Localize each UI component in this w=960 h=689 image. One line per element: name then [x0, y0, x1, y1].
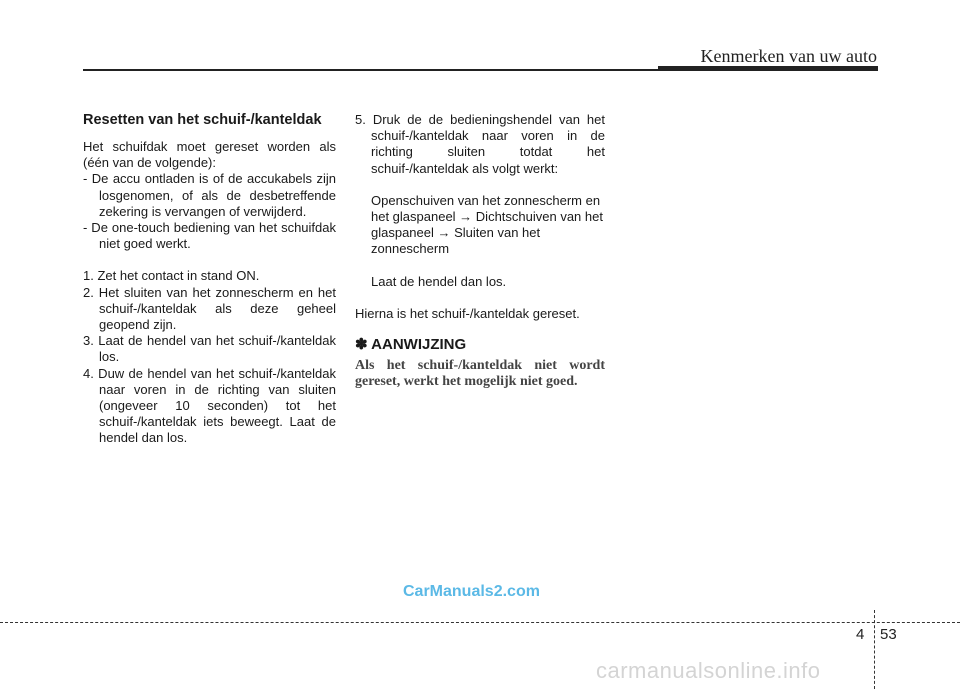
- footer-rule: [0, 622, 960, 623]
- step-item: 4. Duw de hendel van het schuif-/kanteldak naar voren in de richting van sluiten (ongeveer 10 seconden) tot het schuif-/kanteldak iets beweegt. Laat de hendel dan los.: [83, 365, 336, 446]
- note-heading: ✽ AANWIJZING: [355, 336, 467, 354]
- right-column: [355, 112, 605, 390]
- page-number: 53: [880, 626, 897, 643]
- watermark-logo: CarManuals2.com: [403, 583, 540, 600]
- step-item: 2. Het sluiten van het zonnescherm en het schuif-/kanteldak als deze geheel geopend zijn.: [83, 284, 336, 333]
- bullet-item: - De one-touch bediening van het schuifdak niet goed werkt.: [83, 220, 336, 252]
- chapter-number: 4: [856, 626, 865, 643]
- step-item: 5. Druk de de bedieningshendel van het schuif-/kanteldak naar voren in de richting sluiten totdat het schuif-/kanteldak als volgt werkt:: [355, 112, 605, 176]
- section-heading: Resetten van het schuif-/kanteldak: [83, 112, 322, 128]
- page-header-title: Kenmerken van uw auto: [700, 46, 877, 66]
- bullet-item: - De accu ontladen is of de accukabels zijn losgenomen, of als de desbetreffende zekering is vervangen of verwijderd.: [83, 171, 336, 219]
- site-watermark: carmanualsonline.info: [596, 658, 821, 683]
- release-paragraph: Laat de hendel dan los.: [371, 273, 507, 289]
- step-item: 3. Laat de hendel van het schuif-/kanteldak los.: [83, 333, 336, 365]
- header-rule-accent: [658, 66, 878, 71]
- result-paragraph: Hierna is het schuif-/kanteldak gereset.: [355, 305, 580, 321]
- intro-paragraph: Het schuifdak moet gereset worden als (één van de volgende):: [83, 139, 336, 171]
- step-item: 1. Zet het contact in stand ON.: [83, 268, 260, 284]
- left-column: [83, 112, 336, 447]
- note-text: Als het schuif-/kanteldak niet wordt gereset, werkt het mogelijk niet goed.: [355, 358, 605, 390]
- sequence-paragraph: Openschuiven van het zonnescherm en het glaspaneel → Dichtschuiven van het glaspaneel → Sluiten van het zonnescherm: [371, 192, 603, 257]
- page-number-divider: [874, 610, 875, 689]
